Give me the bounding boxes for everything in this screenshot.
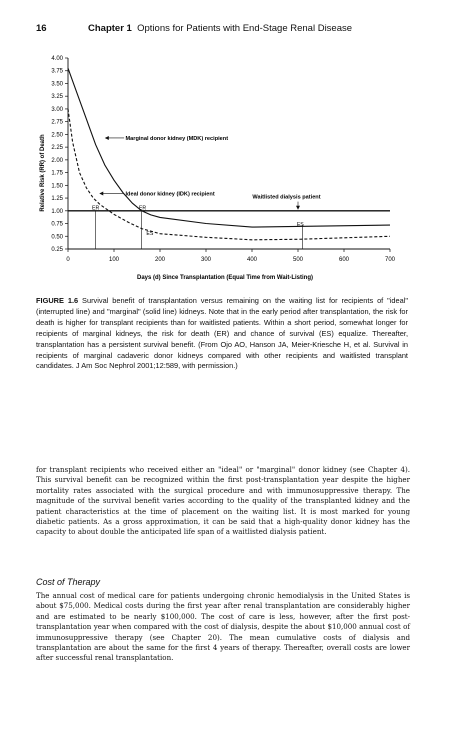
idk-arrow-head — [99, 191, 103, 195]
y-tick-label: 3.50 — [51, 81, 63, 88]
y-tick-label: 3.25 — [51, 94, 63, 101]
chart-lines — [68, 68, 390, 249]
y-tick-label: 1.75 — [51, 170, 63, 177]
x-tick-label: 400 — [246, 257, 258, 263]
chart-annotations — [92, 136, 321, 237]
mdk-annotation: Marginal donor kidney (MDK) recipient — [125, 135, 229, 142]
x-axis-label: Days (d) Since Transplantation (Equal Time from Wait-Listing) — [136, 275, 314, 281]
waitlist-arrow-head — [296, 206, 300, 210]
es-label: ES — [146, 231, 154, 238]
y-tick-label: 2.25 — [51, 145, 63, 152]
y-tick-label: 3.00 — [51, 106, 63, 113]
y-tick-label: 1.25 — [51, 196, 63, 203]
y-axis-label: Relative Risk (RR) of Death — [40, 134, 46, 212]
y-tick-label: 0.75 — [51, 221, 63, 228]
x-tick-label: 700 — [384, 257, 396, 263]
x-tick-label: 600 — [338, 257, 350, 263]
y-tick-label: 4.00 — [51, 56, 63, 62]
y-tick-label: 2.75 — [51, 119, 63, 126]
x-tick-label: 300 — [200, 257, 212, 263]
chapter-label: Chapter 1 — [88, 23, 132, 34]
body-paragraph: The annual cost of medical care for patients undergoing chronic hemodialysis in the United States is about $75,000. Medical costs during the first year after renal transplantation are considerably higher and are estimated to be nearly $100,000. The cost of care is less, however, after the first post-transplantation year when compared with the cost of dialysis, despite the about $10,000 annual cost of immunosuppressive therapy (see Chapter 20). The mean cumulative costs of dialysis and transplantation are about the same for the first 4 years of therapy. Thereafter, overall costs are lower after successful renal transplantation. — [36, 591, 410, 663]
y-tick-label: 3.75 — [51, 68, 63, 75]
caption-text: Survival benefit of transplantation versus remaining on the waiting list for recipients of "ideal" (interrupted line) and "marginal" (solid line) kidneys. Note that in the early period after transplantation, the risk for death is higher for transplant recipients than for waitlisted patients. Within a short period, somewhat longer for recipients of marginal kidneys, the risk for death (ER) and chance of survival (ES) equalize. Thereafter, transplantation has a persistent survival benefit. (From Ojo AO, Hanson JA, Meier-Kriesche H, et al. Survival in recipients of marginal cadaveric donor kidneys compared with other recipients and waitlisted transplant candidates. J Am Soc Nephrol 2001;12:589, with permission.) — [36, 296, 408, 371]
mdk-arrow-head — [105, 136, 109, 140]
es-label: ES — [296, 222, 304, 229]
chart-axes — [68, 58, 390, 249]
y-tick-label: 0.50 — [51, 234, 63, 241]
figure-label: FIGURE 1.6 — [36, 296, 79, 305]
survival-chart — [0, 48, 464, 284]
section-heading: Cost of Therapy — [36, 577, 101, 587]
idk-annotation: Ideal donor kidney (IDK) recipient — [125, 191, 215, 198]
y-tick-label: 0.25 — [51, 247, 63, 253]
er-label: ER — [138, 205, 147, 212]
y-tick-label: 1.50 — [51, 183, 63, 190]
x-tick-label: 500 — [292, 257, 304, 263]
figure-caption — [36, 296, 408, 372]
x-tick-label: 0 — [66, 257, 70, 263]
x-tick-label: 200 — [154, 257, 166, 263]
chapter-title: Options for Patients with End-Stage Renal Disease — [137, 23, 353, 34]
page-number: 16 — [36, 23, 47, 34]
idk-series-line — [68, 109, 390, 240]
chart-ticks — [51, 56, 395, 263]
y-tick-label: 1.00 — [51, 208, 63, 215]
y-tick-label: 2.50 — [51, 132, 63, 139]
chapter-heading — [88, 23, 352, 34]
x-tick-label: 100 — [108, 257, 120, 263]
y-tick-label: 2.00 — [51, 157, 63, 164]
waitlist-annotation: Waitlisted dialysis patient — [252, 194, 321, 201]
body-paragraph: for transplant recipients who received either an "ideal" or "marginal" donor kidney (see Chapter 4). This survival benefit can be recognized within the first post-transplantation year despite the higher mortality rates associated with the surgical procedure and with immunosuppressive therapy. The magnitude of the survival benefit varies according to the quality of the transplanted kidney and the patient characteristics at the time of placement on the waiting list. It is most marked for young diabetic patients. As a gross approximation, it can be said that a high-quality donor kidney has the capacity to about double the anticipated life span of a waitlisted dialysis patient. — [36, 465, 410, 537]
running-header — [36, 23, 436, 37]
mdk-series-line — [68, 68, 390, 227]
er-label: ER — [91, 205, 100, 212]
